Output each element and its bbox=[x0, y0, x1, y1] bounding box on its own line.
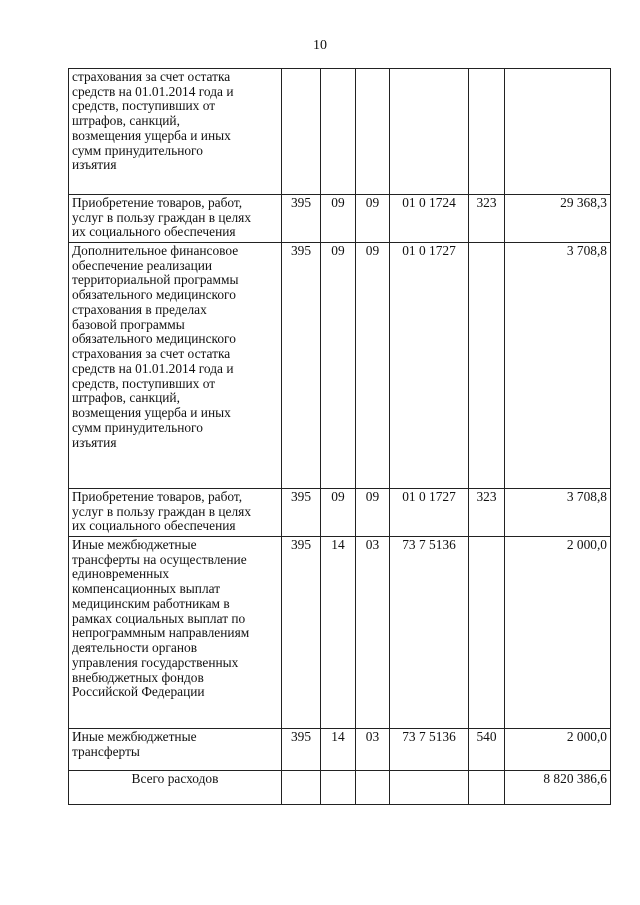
item-name-line: медицинским работникам в bbox=[72, 595, 230, 611]
table-row bbox=[69, 537, 611, 729]
item-name-line: обязательного медицинского bbox=[72, 287, 236, 303]
table-row bbox=[69, 489, 611, 537]
item-name-line: Приобретение товаров, работ, bbox=[72, 489, 243, 504]
item-name-cell bbox=[69, 489, 282, 537]
amount-cell bbox=[505, 69, 611, 195]
item-name-cell bbox=[69, 195, 282, 243]
item-name-line: изъятия bbox=[72, 157, 117, 173]
item-name-line: компенсационных выплат bbox=[72, 581, 221, 597]
target-article-cell: 73 7 5136 bbox=[390, 729, 469, 771]
subsection-cell: 03 bbox=[356, 537, 390, 729]
item-name-line: возмещения ущерба и иных bbox=[72, 127, 231, 143]
total-csr-cell bbox=[390, 771, 469, 805]
item-name-line: трансферты bbox=[72, 743, 140, 759]
item-name-cell bbox=[69, 729, 282, 771]
page-number: 10 bbox=[313, 38, 327, 53]
subsection-cell: 09 bbox=[356, 195, 390, 243]
item-name-line: единовременных bbox=[72, 566, 170, 582]
item-name-line: Приобретение товаров, работ, bbox=[72, 195, 243, 210]
item-name-line: базовой программы bbox=[72, 316, 185, 332]
expense-type-cell: 540 bbox=[469, 729, 505, 771]
total-label: Всего расходов bbox=[69, 771, 282, 805]
item-name-cell bbox=[69, 69, 282, 195]
section-cell: 14 bbox=[321, 729, 356, 771]
amount-cell: 2 000,0 bbox=[505, 729, 611, 771]
target-article-cell bbox=[390, 69, 469, 195]
subsection-cell bbox=[356, 69, 390, 195]
table-row bbox=[69, 243, 611, 489]
subsection-cell: 09 bbox=[356, 243, 390, 489]
expense-type-cell bbox=[469, 243, 505, 489]
section-cell: 09 bbox=[321, 195, 356, 243]
grbs-cell: 395 bbox=[282, 243, 321, 489]
item-name-line: их социального обеспечения bbox=[72, 518, 236, 534]
total-sum: 8 820 386,6 bbox=[505, 771, 611, 805]
target-article-cell: 01 0 1727 bbox=[390, 489, 469, 537]
table-row bbox=[69, 729, 611, 771]
target-article-cell: 01 0 1724 bbox=[390, 195, 469, 243]
amount-cell: 29 368,3 bbox=[505, 195, 611, 243]
subsection-cell: 03 bbox=[356, 729, 390, 771]
amount-cell: 3 708,8 bbox=[505, 243, 611, 489]
item-name-line: штрафов, санкций, bbox=[72, 113, 180, 129]
grbs-cell: 395 bbox=[282, 537, 321, 729]
grbs-cell: 395 bbox=[282, 729, 321, 771]
target-article-cell: 73 7 5136 bbox=[390, 537, 469, 729]
section-cell: 14 bbox=[321, 537, 356, 729]
item-name-line: деятельности органов bbox=[72, 640, 198, 656]
item-name-line: страхования в пределах bbox=[72, 301, 207, 317]
item-name-line: страхования за счет остатка bbox=[72, 69, 231, 84]
item-name-line: сумм принудительного bbox=[72, 419, 203, 435]
item-name-line: их социального обеспечения bbox=[72, 224, 236, 240]
expenditure-table bbox=[68, 68, 611, 805]
table-row bbox=[69, 195, 611, 243]
item-name-line: Российской Федерации bbox=[72, 684, 205, 700]
grbs-cell: 395 bbox=[282, 489, 321, 537]
expense-type-cell bbox=[469, 537, 505, 729]
item-name-line: обязательного медицинского bbox=[72, 331, 236, 347]
item-name-line: обеспечение реализации bbox=[72, 257, 213, 273]
expense-type-cell: 323 bbox=[469, 195, 505, 243]
total-row bbox=[69, 771, 611, 805]
item-name-line: трансферты на осуществление bbox=[72, 551, 247, 567]
item-name-line: услуг в пользу граждан в целях bbox=[72, 503, 252, 519]
item-name-line: средств на 01.01.2014 года и bbox=[72, 360, 234, 376]
subsection-cell: 09 bbox=[356, 489, 390, 537]
item-name-line: Дополнительное финансовое bbox=[72, 243, 239, 258]
item-name-line: средств, поступивших от bbox=[72, 98, 216, 114]
item-name-line: услуг в пользу граждан в целях bbox=[72, 209, 252, 225]
table-row bbox=[69, 69, 611, 195]
total-grbs-cell bbox=[282, 771, 321, 805]
item-name-cell bbox=[69, 537, 282, 729]
item-name-line: средств, поступивших от bbox=[72, 375, 216, 391]
item-name-line: страхования за счет остатка bbox=[72, 346, 231, 362]
item-name-line: рамках социальных выплат по bbox=[72, 610, 246, 626]
item-name-line: территориальной программы bbox=[72, 272, 239, 288]
item-name-line: внебюджетных фондов bbox=[72, 669, 204, 685]
item-name-line: штрафов, санкций, bbox=[72, 390, 180, 406]
item-name-cell bbox=[69, 243, 282, 489]
item-name-line: сумм принудительного bbox=[72, 142, 203, 158]
section-cell: 09 bbox=[321, 489, 356, 537]
section-cell bbox=[321, 69, 356, 195]
expense-type-cell bbox=[469, 69, 505, 195]
item-name-line: средств на 01.01.2014 года и bbox=[72, 83, 234, 99]
grbs-cell bbox=[282, 69, 321, 195]
section-cell: 09 bbox=[321, 243, 356, 489]
item-name-line: Иные межбюджетные bbox=[72, 537, 197, 552]
amount-cell: 3 708,8 bbox=[505, 489, 611, 537]
item-name-line: изъятия bbox=[72, 434, 117, 450]
expense-type-cell: 323 bbox=[469, 489, 505, 537]
total-pr-cell bbox=[356, 771, 390, 805]
item-name-line: возмещения ущерба и иных bbox=[72, 405, 231, 421]
item-name-line: управления государственных bbox=[72, 654, 239, 670]
item-name-line: непрограммным направлениям bbox=[72, 625, 250, 641]
total-rz-cell bbox=[321, 771, 356, 805]
total-vr-cell bbox=[469, 771, 505, 805]
amount-cell: 2 000,0 bbox=[505, 537, 611, 729]
grbs-cell: 395 bbox=[282, 195, 321, 243]
item-name-line: Иные межбюджетные bbox=[72, 729, 197, 744]
target-article-cell: 01 0 1727 bbox=[390, 243, 469, 489]
